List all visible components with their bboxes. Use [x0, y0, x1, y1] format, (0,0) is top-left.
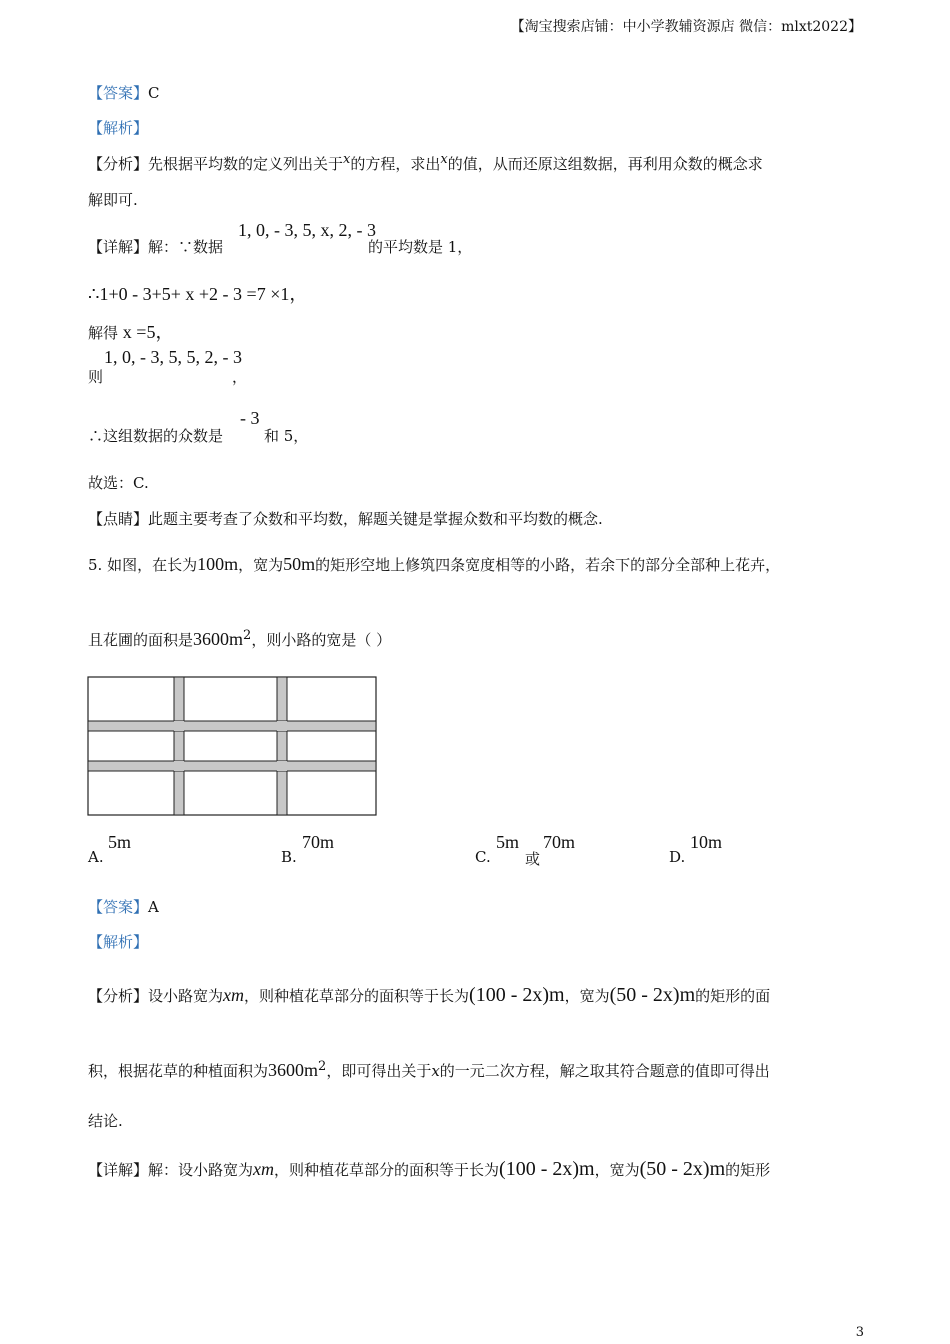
mode-line-b: 和 5，	[264, 427, 309, 445]
mode-value: - 3	[240, 408, 260, 428]
var-xm: xm	[253, 1159, 275, 1179]
q5-fenxi-line2	[88, 1059, 770, 1081]
expr-width: (50 - 2x)m	[609, 984, 696, 1006]
area-value: 3600m	[268, 1060, 319, 1080]
detail-text: 解：∵数据	[148, 238, 224, 256]
stem-text: 的矩形空地上修筑四条宽度相等的小路，若余下的部分全部种上花卉，	[315, 556, 781, 574]
var-x: x	[431, 1062, 440, 1080]
q5-fenxi-line1	[88, 984, 770, 1007]
superscript: 2	[318, 1059, 327, 1074]
q5-fenxi-line3: 结论.	[88, 1112, 123, 1130]
vertical-path-1	[174, 677, 184, 815]
stem-text: ，则小路的宽是（ ）	[251, 631, 392, 649]
answer-value: C	[148, 84, 160, 102]
fenxi-text: 的值，从而还原这组数据，再利用众数的概念求	[447, 155, 763, 173]
comment-text: 此题主要考查了众数和平均数，解题关键是掌握众数和平均数的概念.	[148, 510, 603, 528]
fenxi-text: ，宽为	[564, 987, 610, 1005]
outer-rectangle	[88, 677, 376, 815]
q4-fenxi-line2: 解即可.	[88, 191, 138, 209]
choice-line: 故选：C.	[88, 474, 149, 492]
stem-text: 且花圃的面积是	[88, 631, 194, 649]
solve-label: 解得	[88, 324, 119, 342]
expr-length: (100 - 2x)m	[469, 984, 565, 1006]
answer-tag: 【答案】	[88, 898, 149, 916]
answer-value: A	[148, 898, 159, 916]
option-b-value: 70m	[302, 832, 335, 852]
solve-line	[88, 318, 173, 344]
area-value: 3600m	[193, 629, 244, 649]
horizontal-path-2	[88, 761, 376, 771]
var-xm: xm	[223, 985, 245, 1005]
comment-tag: 【点睛】	[88, 510, 149, 528]
option-b-label: B.	[281, 848, 297, 866]
expr-width: (50 - 2x)m	[639, 1158, 726, 1180]
fenxi-tag: 【分析】	[88, 987, 149, 1005]
fenxi-text: ，即可得出关于	[326, 1062, 432, 1080]
q4-answer-line	[88, 82, 160, 103]
then-label: 则	[88, 368, 104, 386]
detail-text: 解：设小路宽为	[148, 1161, 254, 1179]
q5-answer-line	[88, 896, 159, 917]
q4-fenxi-line1	[88, 152, 763, 174]
option-c-value: 5m	[496, 832, 520, 852]
width-value: 50m	[283, 554, 316, 574]
analysis-tag: 【解析】	[88, 933, 149, 951]
solve-equation: x =5，	[122, 322, 174, 342]
option-a-value: 5m	[108, 832, 132, 852]
then-comma: ，	[232, 368, 248, 386]
option-d-value: 10m	[690, 832, 723, 852]
fenxi-tag: 【分析】	[88, 155, 149, 173]
equation-sum: ∴1+0 - 3+5+ x +2 - 3 =7 ×1，	[88, 284, 308, 304]
option-a-label: A.	[88, 848, 104, 866]
stem-text: ，宽为	[238, 556, 284, 574]
option-d-label: D.	[669, 848, 686, 866]
answer-tag: 【答案】	[88, 84, 149, 102]
detail-tag: 【详解】	[88, 238, 149, 256]
option-c-or: 或	[525, 850, 541, 868]
q5-stem-line1	[88, 554, 780, 575]
vertical-path-2	[277, 677, 287, 815]
q4-detail-tag-line	[88, 236, 223, 257]
page-header: 【淘宝搜索店铺：中小学教辅资源店 微信：mlxt2022】	[510, 19, 862, 35]
analysis-tag: 【解析】	[88, 119, 149, 137]
fenxi-text: 积，根据花草的种植面积为	[88, 1062, 269, 1080]
detail-text: ，则种植花草部分的面积等于长为	[274, 1161, 500, 1179]
fenxi-text: 设小路宽为	[148, 987, 224, 1005]
fenxi-text: 的矩形的面	[695, 987, 771, 1005]
expr-length: (100 - 2x)m	[499, 1158, 595, 1180]
comment-line	[88, 508, 603, 529]
data-set: 1, 0, - 3, 5, x, 2, - 3	[238, 220, 376, 240]
option-c-value2: 70m	[543, 832, 576, 852]
fenxi-text: 先根据平均数的定义列出关于	[148, 155, 344, 173]
length-value: 100m	[197, 554, 239, 574]
q5-detail-line	[88, 1158, 770, 1181]
detail-tag: 【详解】	[88, 1161, 149, 1179]
fenxi-text: 的一元二次方程，解之取其符合题意的值即可得出	[439, 1062, 770, 1080]
path-intersection	[174, 721, 184, 731]
var-x: x	[440, 152, 448, 167]
page-number: 3	[855, 1325, 864, 1340]
q5-stem-line2	[88, 628, 391, 650]
mode-line-a: ∴这组数据的众数是	[88, 427, 224, 445]
path-intersection	[277, 761, 287, 771]
detail-text: ，宽为	[594, 1161, 640, 1179]
horizontal-path-1	[88, 721, 376, 731]
path-intersection	[277, 721, 287, 731]
detail-text: 的平均数是 1，	[368, 238, 473, 256]
garden-path-figure	[87, 676, 379, 818]
detail-text: 的矩形	[725, 1161, 771, 1179]
data-set-restored: 1, 0, - 3, 5, 5, 2, - 3	[104, 347, 242, 367]
stem-text: 5. 如图，在长为	[88, 556, 198, 574]
fenxi-text: ，则种植花草部分的面积等于长为	[244, 987, 470, 1005]
fenxi-text: 的方程，求出	[350, 155, 441, 173]
option-c-label: C.	[475, 848, 491, 866]
path-intersection	[174, 761, 184, 771]
superscript: 2	[243, 628, 252, 643]
var-x: x	[343, 152, 351, 167]
